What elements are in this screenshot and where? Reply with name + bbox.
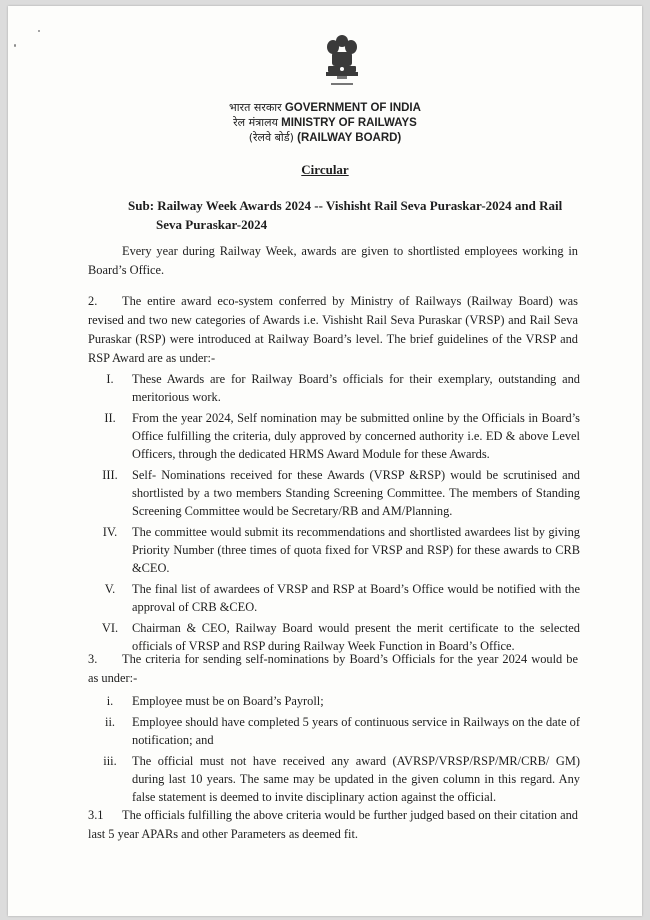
list-item xyxy=(88,523,580,577)
list-item-number: iii. xyxy=(103,754,117,768)
list-item-number: V. xyxy=(104,582,116,596)
header-hindi-government: भारत सरकार xyxy=(229,101,282,114)
header-line-government xyxy=(8,100,642,116)
paragraph-1-text: Every year during Railway Week, awards are given to shortlisted employees working in Board’s Office. xyxy=(88,244,578,277)
list-item-text: From the year 2024, Self nomination may be submitted online by the Officials in Board’s Office fulfilling the criteria, duly approved by concerned authority i.e. ED & above Level Officers, through the dedicated HRMS Award Module for these Awards. xyxy=(132,411,580,461)
paragraph-3-1 xyxy=(88,806,578,844)
list-item-text: The official must not have received any award (AVRSP/VRSP/RSP/MR/CRB/ GM) during last 10 years. The same may be updated in the given column in this regard. Any false statement is deemed to invite disciplinary action against the official. xyxy=(132,754,580,804)
paragraph-3-1-text: The officials fulfilling the above criteria would be further judged based on their citation and last 5 year APARs and other Parameters as deemed fit. xyxy=(88,808,578,841)
criteria-list xyxy=(88,692,580,809)
list-item-text: Chairman & CEO, Railway Board would present the merit certificate to the selected officials of VRSP and RSP during Railway Week Function in Board’s Office. xyxy=(132,621,580,653)
subject-line-2: Seva Puraskar-2024 xyxy=(156,217,268,232)
list-item-number: VI. xyxy=(101,621,119,635)
list-item-number: II. xyxy=(104,411,116,425)
list-item xyxy=(88,370,580,406)
guidelines-list xyxy=(88,370,580,658)
list-item-number: IV. xyxy=(102,525,118,539)
paragraph-3 xyxy=(88,650,578,688)
list-item xyxy=(88,409,580,463)
paragraph-1 xyxy=(88,242,578,280)
document-page xyxy=(8,6,642,916)
list-item-text: Self- Nominations received for these Awards (VRSP &RSP) would be scrutinised and shortlisted by a two members Standing Screening Committee. The members of Standing Screening Committee would be Secretary/RB and AM/Planning. xyxy=(132,468,580,518)
list-item xyxy=(88,713,580,749)
header-hindi-board: (रेलवे बोर्ड) xyxy=(248,131,294,144)
header-english-government: GOVERNMENT OF INDIA xyxy=(284,102,421,114)
document-title: Circular xyxy=(301,162,349,177)
paragraph-2-number: 2. xyxy=(88,294,98,308)
list-item-text: The final list of awardees of VRSP and RSP at Board’s Office would be notified with the approval of CRB &CEO. xyxy=(132,582,580,614)
subject-heading xyxy=(128,196,580,234)
header-hindi-ministry: रेल मंत्रालय xyxy=(233,116,278,129)
header-line-board xyxy=(8,130,642,146)
list-item xyxy=(88,466,580,520)
list-item-number: I. xyxy=(106,372,114,386)
scan-speck xyxy=(38,30,40,32)
list-item xyxy=(88,752,580,806)
national-emblem-icon xyxy=(322,32,362,92)
list-item-text: The committee would submit its recommendations and shortlisted awardees list by giving Priority Number (three times of quota fixed for VRSP and RSP) for these awards to CRB &CEO. xyxy=(132,525,580,575)
paragraph-3-1-number: 3.1 xyxy=(88,808,104,822)
list-item-number: ii. xyxy=(105,715,115,729)
header-english-board: (RAILWAY BOARD) xyxy=(297,132,402,144)
list-item-number: III. xyxy=(102,468,118,482)
paragraph-2-text: The entire award eco-system conferred by Ministry of Railways (Railway Board) was revised and two new categories of Awards i.e. Vishisht Rail Seva Puraskar (VRSP) and Rail Seva Puraskar (RSP) were introduced at Railway Board’s level. The brief guidelines of the VRSP and RSP Award are as under:- xyxy=(88,294,578,365)
list-item xyxy=(88,692,580,710)
paragraph-3-number: 3. xyxy=(88,652,98,666)
header-line-ministry xyxy=(8,115,642,131)
list-item-number: i. xyxy=(106,694,114,708)
paragraph-3-text: The criteria for sending self-nominations by Board’s Officials for the year 2024 would be as under:- xyxy=(88,652,578,685)
list-item-text: These Awards are for Railway Board’s officials for their exemplary, outstanding and meritorious work. xyxy=(132,372,580,404)
subject-line-1: Sub: Railway Week Awards 2024 -- Vishisht Rail Seva Puraskar-2024 and Rail xyxy=(128,198,563,213)
list-item-text: Employee should have completed 5 years of continuous service in Railways on the date of notification; and xyxy=(132,715,581,747)
scan-speck xyxy=(14,44,16,47)
list-item-text: Employee must be on Board’s Payroll; xyxy=(132,694,324,708)
header-english-ministry: MINISTRY OF RAILWAYS xyxy=(281,117,417,129)
list-item xyxy=(88,580,580,616)
paragraph-2 xyxy=(88,292,578,368)
